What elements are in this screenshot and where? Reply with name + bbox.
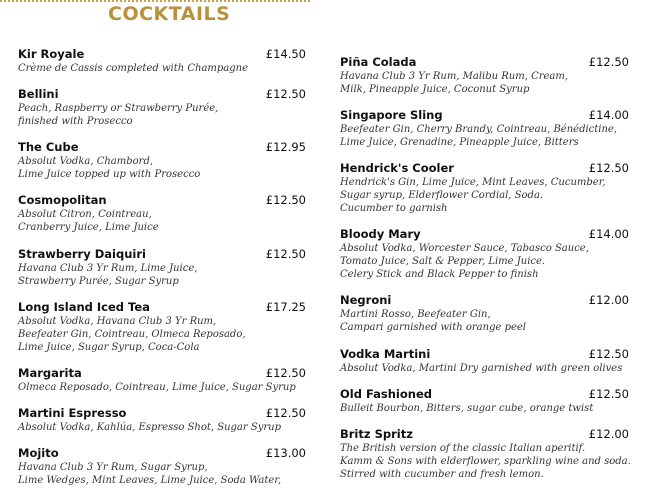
item-description <box>18 155 306 181</box>
description-line: Peach, Raspberry or Strawberry Purée, <box>18 103 219 114</box>
description-line: Beefeater Gin, Cherry Brandy, Cointreau, Bénédictine, <box>340 124 618 135</box>
description-line: Beefeater Gin, Cointreau, Olmeca Reposado, <box>18 329 246 340</box>
description-line: finished with Prosecco <box>18 116 133 127</box>
item-description <box>18 262 306 288</box>
item-name: Bloody Mary <box>340 227 421 241</box>
item-description <box>340 242 629 281</box>
description-line: Cranberry Juice, Lime Juice <box>18 222 159 233</box>
description-line: Hendrick's Gin, Lime Juice, Mint Leaves, Cucumber, <box>340 177 606 188</box>
item-price: £17.25 <box>265 300 306 314</box>
item-name: Kir Royale <box>18 47 85 61</box>
item-description <box>340 70 629 96</box>
item-description <box>340 308 629 334</box>
item-description <box>18 381 306 394</box>
item-description <box>18 315 306 354</box>
item-price: £12.50 <box>265 366 306 380</box>
description-line: Lime Juice topped up with Prosecco <box>18 169 201 180</box>
description-line: Stirred with cucumber and fresh lemon. <box>340 469 544 480</box>
description-line: Lime Wedges, Mint Leaves, Lime Juice, Soda Water, <box>18 475 282 486</box>
item-price: £14.00 <box>588 227 629 241</box>
description-line: Absolut Citron, Cointreau, <box>18 209 152 220</box>
description-line: Sugar syrup, Elderflower Cordial, Soda. <box>340 190 544 201</box>
description-line: Martini Rosso, Beefeater Gin, <box>340 309 491 320</box>
item-name: Long Island Iced Tea <box>18 300 150 314</box>
item-price: £12.50 <box>265 247 306 261</box>
item-description <box>18 102 306 128</box>
item-name: Vodka Martini <box>340 347 431 361</box>
description-line: Absolut Vodka, Worcester Sauce, Tabasco Sauce, <box>340 243 589 254</box>
item-description <box>18 62 306 75</box>
description-line: Cucumber to garnish <box>340 203 448 214</box>
item-name: Singapore Sling <box>340 108 443 122</box>
item-name: Hendrick's Cooler <box>340 161 454 175</box>
item-name: Martini Espresso <box>18 406 127 420</box>
item-name: Margarita <box>18 366 82 380</box>
description-line: Bulleit Bourbon, Bitters, sugar cube, orange twist <box>340 403 594 414</box>
item-price: £12.50 <box>588 161 629 175</box>
item-price: £14.50 <box>265 47 306 61</box>
item-description <box>340 442 629 481</box>
item-price: £12.00 <box>588 427 629 441</box>
description-line: Lime Juice, Sugar Syrup, Coca-Cola <box>18 342 200 353</box>
description-line: Absolut Vodka, Havana Club 3 Yr Rum, <box>18 316 217 327</box>
description-line: Milk, Pineapple Juice, Coconut Syrup <box>340 84 530 95</box>
item-description <box>18 461 306 487</box>
item-price: £12.50 <box>588 55 629 69</box>
description-line: Lime Juice, Grenadine, Pineapple Juice, Bitters <box>340 137 579 148</box>
description-line: Havana Club 3 Yr Rum, Malibu Rum, Cream, <box>340 71 569 82</box>
item-price: £12.50 <box>588 387 629 401</box>
description-line: Tomato Juice, Salt & Pepper, Lime Juice. <box>340 256 546 267</box>
item-name: Negroni <box>340 293 392 307</box>
page-title: COCKTAILS <box>108 3 231 25</box>
item-description <box>340 176 629 215</box>
item-price: £12.50 <box>265 193 306 207</box>
description-line: Strawberry Purée, Sugar Syrup <box>18 276 179 287</box>
item-name: Bellini <box>18 87 59 101</box>
item-name: Strawberry Daiquiri <box>18 247 146 261</box>
item-name: Old Fashioned <box>340 387 432 401</box>
item-description <box>18 421 306 434</box>
description-line: Campari garnished with orange peel <box>340 322 527 333</box>
item-description <box>340 362 629 375</box>
description-line: Crème de Cassis completed with Champagne <box>18 63 249 74</box>
item-name: Mojito <box>18 446 59 460</box>
item-name: Cosmopolitan <box>18 193 107 207</box>
item-price: £12.00 <box>588 293 629 307</box>
description-line: Havana Club 3 Yr Rum, Lime Juice, <box>18 263 198 274</box>
item-price: £12.50 <box>588 347 629 361</box>
description-line: Havana Club 3 Yr Rum, Sugar Syrup, <box>18 462 208 473</box>
description-line: Kamm & Sons with elderflower, sparkling wine and soda. <box>340 456 631 467</box>
item-description <box>340 402 629 415</box>
description-line: Olmeca Reposado, Cointreau, Lime Juice, Sugar Syrup <box>18 382 296 393</box>
item-name: The Cube <box>18 140 79 154</box>
item-price: £12.95 <box>265 140 306 154</box>
item-name: Britz Spritz <box>340 427 413 441</box>
item-price: £13.00 <box>265 446 306 460</box>
top-divider <box>0 0 310 2</box>
description-line: Absolut Vodka, Martini Dry garnished with green olives <box>340 363 623 374</box>
description-line: Absolut Vodka, Kahlúa, Espresso Shot, Sugar Syrup <box>18 422 281 433</box>
description-line: Absolut Vodka, Chambord, <box>18 156 154 167</box>
item-price: £14.00 <box>588 108 629 122</box>
item-price: £12.50 <box>265 87 306 101</box>
description-line: Celery Stick and Black Pepper to finish <box>340 269 539 280</box>
item-name: Piña Colada <box>340 55 417 69</box>
item-description <box>340 123 629 149</box>
item-price: £12.50 <box>265 406 306 420</box>
item-description <box>18 208 306 234</box>
description-line: The British version of the classic Italian aperitif. <box>340 443 586 454</box>
